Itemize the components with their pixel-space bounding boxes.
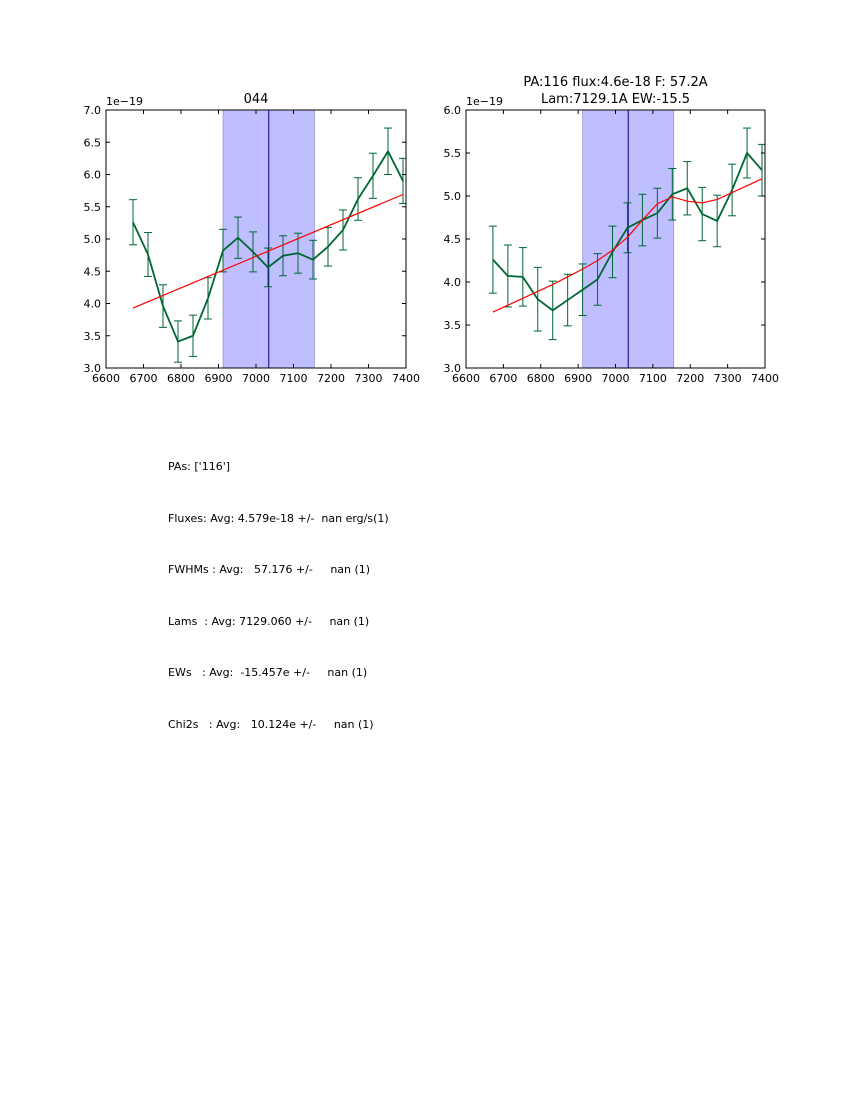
y-tick-label: 5.0 — [83, 233, 101, 246]
chart-panel-1 — [84, 92, 421, 385]
y-tick-label: 3.5 — [83, 329, 101, 343]
x-tick-label: 7100 — [638, 372, 667, 385]
y-tick-label: 4.5 — [443, 233, 461, 246]
summary-ews: EWs : Avg: -15.457e +/- nan (1) — [168, 666, 368, 680]
x-tick-label: 7200 — [317, 372, 345, 385]
chart-title: PA:116 flux:4.6e-18 F: 57.2A — [523, 75, 708, 90]
x-tick-label: 7000 — [242, 372, 270, 385]
summary-lams: Lams : Avg: 7129.060 +/- nan (1) — [168, 614, 370, 628]
y-tick-label: 6.0 — [443, 104, 461, 117]
chart-title: 044 — [243, 92, 269, 107]
x-tick-label: 6900 — [204, 372, 233, 385]
y-tick-label: 4.0 — [443, 276, 461, 289]
x-tick-label: 6800 — [167, 372, 195, 385]
y-tick-label: 7.0 — [83, 104, 101, 117]
y-tick-label: 6.5 — [83, 136, 101, 150]
y-tick-label: 3.0 — [443, 362, 461, 375]
x-tick-label: 6700 — [129, 372, 158, 385]
x-tick-label: 7400 — [751, 372, 779, 385]
y-offset-label: 1e−19 — [106, 95, 143, 108]
chart-title: Lam:7129.1A EW:-15.5 — [540, 92, 691, 107]
x-tick-label: 6800 — [526, 372, 555, 385]
x-tick-label: 7000 — [601, 372, 630, 385]
fit-summary — [168, 432, 389, 755]
x-tick-label: 7400 — [392, 372, 420, 385]
y-tick-label: 5.5 — [443, 147, 461, 160]
y-tick-label: 4.0 — [83, 297, 101, 311]
y-tick-label: 4.5 — [83, 265, 101, 279]
x-tick-label: 6900 — [564, 372, 593, 385]
x-tick-label: 7300 — [354, 372, 383, 385]
y-tick-label: 5.5 — [83, 200, 101, 214]
x-tick-label: 6600 — [92, 372, 120, 385]
summary-fluxes: Fluxes: Avg: 4.579e-18 +/- nan erg/s(1) — [168, 511, 389, 525]
chart-panel-2 — [444, 75, 780, 385]
y-tick-label: 6.0 — [83, 168, 101, 182]
x-tick-label: 6700 — [489, 372, 518, 385]
x-tick-label: 7200 — [676, 372, 705, 385]
y-tick-label: 3.5 — [443, 319, 461, 332]
summary-pas: PAs: ['116'] — [168, 460, 231, 473]
y-tick-label: 5.0 — [443, 190, 461, 203]
summary-fwhms: FWHMs : Avg: 57.176 +/- nan (1) — [168, 563, 371, 577]
summary-chi2s: Chi2s : Avg: 10.124e +/- nan (1) — [168, 717, 374, 731]
x-tick-label: 6600 — [452, 372, 480, 385]
y-offset-label: 1e−19 — [466, 95, 503, 108]
y-tick-label: 3.0 — [83, 362, 101, 375]
x-tick-label: 7100 — [279, 372, 308, 385]
x-tick-label: 7300 — [713, 372, 742, 385]
